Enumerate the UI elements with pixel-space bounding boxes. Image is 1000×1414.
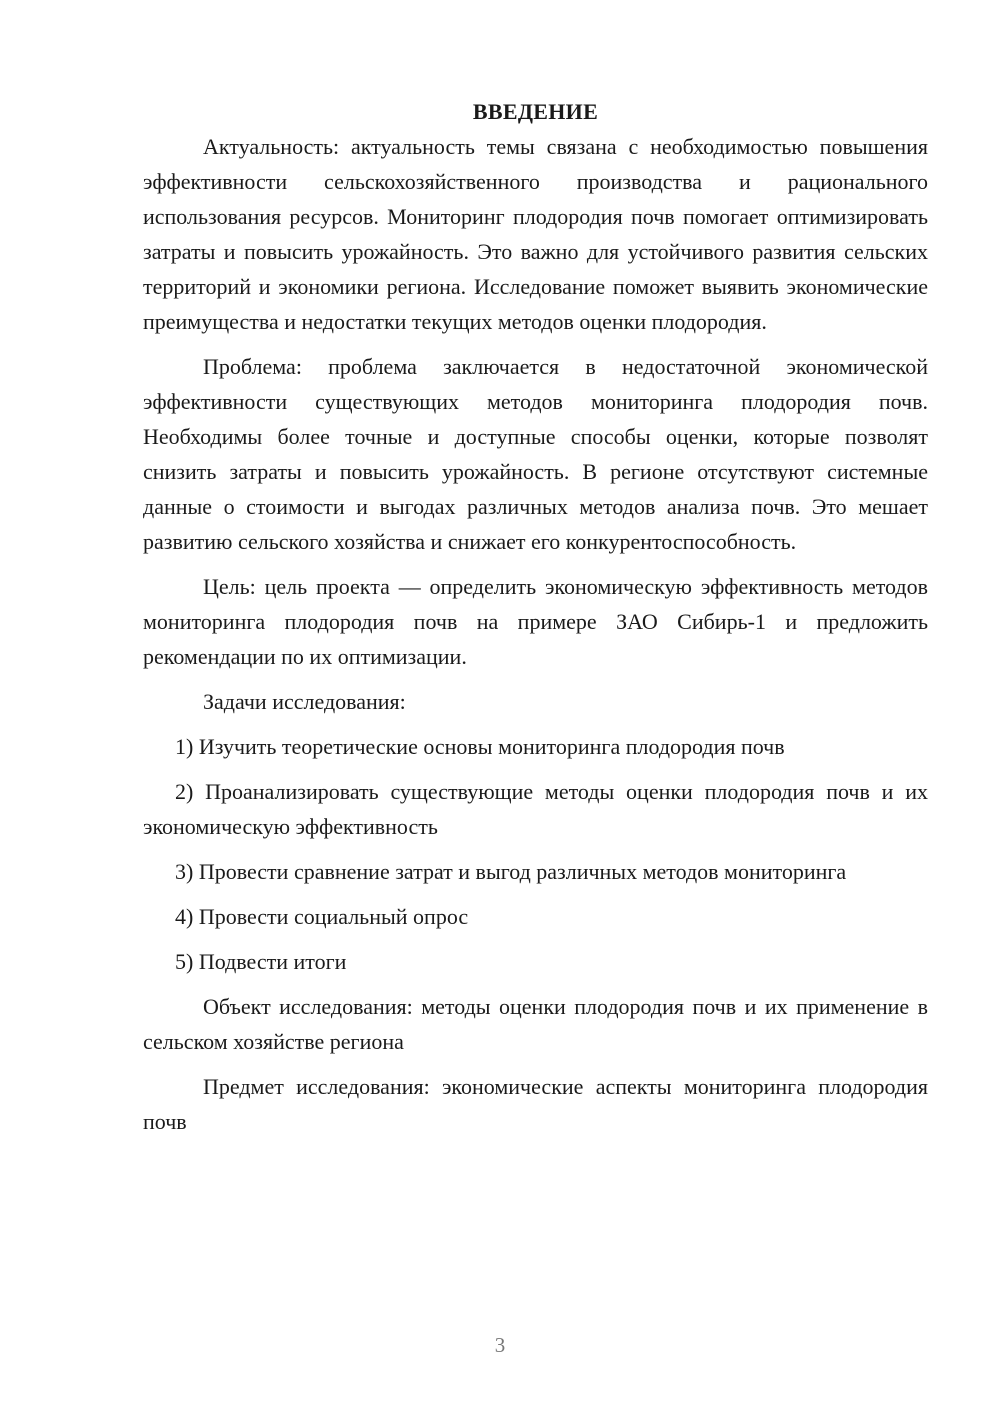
section-title: ВВЕДЕНИЕ xyxy=(472,99,599,124)
task-item-3: 3) Провести сравнение затрат и выгод различных методов мониторинга xyxy=(175,859,847,884)
paragraph-object: Объект исследования: методы оценки плодородия почв и их применение в сельском хозяйстве региона xyxy=(143,994,928,1054)
paragraph-subject: Предмет исследования: экономические аспекты мониторинга плодородия почв xyxy=(143,1074,928,1134)
page-number: 3 xyxy=(494,1333,506,1357)
task-item-2: 2) Проанализировать существующие методы оценки плодородия почв и их экономическую эффективность xyxy=(143,779,928,839)
paragraph-problem: Проблема: проблема заключается в недостаточной экономической эффективности существующих методов мониторинга плодородия почв. Необходимы более точные и доступные способы оценки, которые позволят снизить затраты и повысить урожайность. В регионе отсутствуют системные данные о стоимости и выгодах различных методов анализа почв. Это мешает развитию сельского хозяйства и снижает его конкурентоспособность. xyxy=(143,354,928,554)
paragraph-relevance: Актуальность: актуальность темы связана с необходимостью повышения эффективности сельскохозяйственного производства и рационального использования ресурсов. Мониторинг плодородия почв помогает оптимизировать затраты и повысить урожайность. Это важно для устойчивого развития сельских территорий и экономики региона. Исследование поможет выявить экономические преимущества и недостатки текущих методов оценки плодородия. xyxy=(143,134,928,334)
paragraph-goal: Цель: цель проекта — определить экономическую эффективность методов мониторинга плодородия почв на примере ЗАО Сибирь-1 и предложить рекомендации по их оптимизации. xyxy=(143,574,928,669)
task-item-4: 4) Провести социальный опрос xyxy=(175,904,469,929)
task-item-1: 1) Изучить теоретические основы мониторинга плодородия почв xyxy=(175,734,785,759)
paragraph-tasks-heading: Задачи исследования: xyxy=(203,689,406,714)
page-content xyxy=(143,94,928,1149)
task-item-5: 5) Подвести итоги xyxy=(175,949,347,974)
